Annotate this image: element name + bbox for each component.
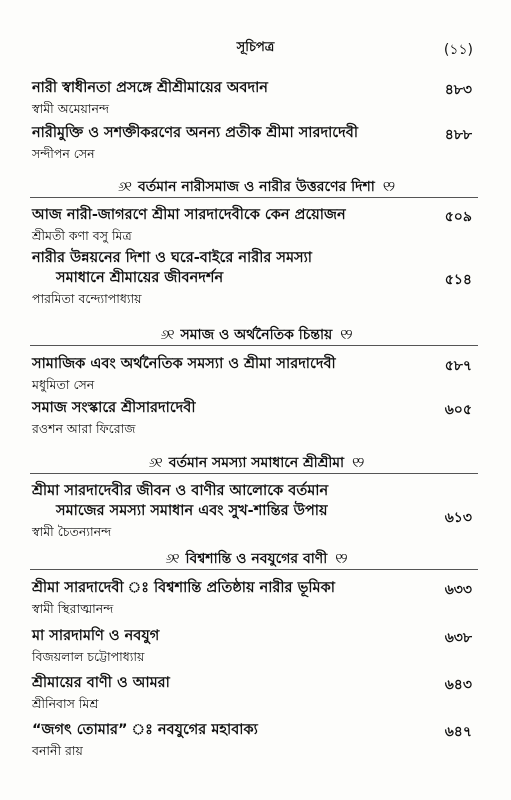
ornament-right-icon: ୧୨	[340, 327, 351, 343]
entry-page-number: ৫৮৭	[444, 358, 472, 374]
section-title: সমাজ ও অর্থনৈতিক চিন্তায়	[180, 327, 333, 343]
entry-author: রওশন আরা ফিরোজ	[32, 421, 136, 436]
entry-title-line: সমাধানে শ্রীমায়ের জীবনদর্শন	[56, 270, 224, 286]
section-divider	[30, 473, 478, 474]
entry-title: শ্রীমায়ের বাণী ও আমরা	[32, 675, 170, 691]
section-title: বর্তমান সমস্যা সমাধানে শ্রীশ্রীমা	[168, 455, 345, 471]
entry-title: “জগৎ তোমার” ঃ নবযুগের মহাবাক্য	[32, 722, 258, 738]
entry-title: শ্রীমা সারদাদেবী ঃ বিশ্বশান্তি প্রতিষ্ঠায় নারীর ভূমিকা	[32, 580, 335, 596]
page-header	[0, 38, 511, 58]
toc-entry[interactable]	[32, 78, 472, 118]
ornament-left-icon: ୬୧	[148, 455, 161, 471]
entry-title: নারী স্বাধীনতা প্রসঙ্গে শ্রীশ্রীমায়ের অবদান	[32, 80, 268, 96]
toc-entry[interactable]	[32, 481, 472, 541]
toc-entry[interactable]	[32, 248, 472, 308]
entry-title-line: নারীর উন্নয়নের দিশা ও ঘরে-বাইরে নারীর সমস্যা	[32, 250, 313, 266]
ornament-left-icon: ୬୧	[160, 327, 173, 343]
entry-page-number: ৬১৩	[444, 510, 472, 526]
entry-title	[32, 481, 412, 521]
entry-author: স্বামী চৈতন্যানন্দ	[32, 524, 112, 539]
section-heading	[0, 451, 511, 475]
ornament-right-icon: ୧୨	[335, 551, 346, 567]
entry-page-number: ৬০৫	[444, 402, 472, 418]
toc-entry[interactable]	[32, 578, 472, 618]
ornament-left-icon: ୬୧	[165, 551, 178, 567]
ornament-left-icon: ୬୧	[117, 179, 130, 195]
entry-author: স্বামী স্থিরাত্মানন্দ	[32, 601, 114, 616]
entry-author: শ্রীনিবাস মিশ্র	[32, 696, 99, 711]
entry-title: নারীমুক্তি ও সশক্তীকরণের অনন্য প্রতীক শ্রীমা সারদাদেবী	[32, 125, 358, 141]
entry-title-line: শ্রীমা সারদাদেবীর জীবন ও বাণীর আলোকে বর্তমান	[32, 483, 329, 499]
entry-author: বনানী রায়	[32, 743, 83, 758]
entry-page-number: ৬৩৩	[444, 582, 472, 598]
section-heading	[0, 323, 511, 347]
entry-title	[32, 248, 412, 288]
entry-author: সন্দীপন সেন	[32, 146, 95, 161]
entry-title-line: সমাজের সমস্যা সমাধান এবং সুখ-শান্তির উপায়	[56, 503, 328, 519]
entry-author: বিজয়লাল চট্টোপাধ্যায়	[32, 649, 145, 664]
entry-title: মা সারদামণি ও নবযুগ	[32, 628, 160, 644]
entry-title: আজ নারী-জাগরণে শ্রীমা সারদাদেবীকে কেন প্রয়োজন	[32, 207, 346, 223]
section-divider	[30, 345, 478, 346]
entry-author: পারমিতা বন্দ্যোপাধ্যায়	[32, 291, 142, 306]
entry-page-number: ৫০৯	[444, 209, 472, 225]
entry-title: সমাজ সংস্কারে শ্রীসারদাদেবী	[32, 400, 196, 416]
toc-entry[interactable]	[32, 205, 472, 245]
entry-author: মধুমিতা সেন	[32, 377, 95, 392]
section-title: বর্তমান নারীসমাজ ও নারীর উত্তরণের দিশা	[137, 179, 375, 195]
page-title: সূচিপত্র	[236, 40, 275, 55]
entry-page-number: ৫১৪	[444, 272, 472, 288]
ornament-right-icon: ୧୨	[352, 455, 363, 471]
toc-entry[interactable]	[32, 626, 472, 666]
section-title: বিশ্বশান্তি ও নবযুগের বাণী	[185, 551, 328, 567]
section-heading	[0, 175, 511, 199]
section-divider	[30, 569, 478, 570]
entry-author: স্বামী অমেয়ানন্দ	[32, 101, 109, 116]
entry-title: সামাজিক এবং অর্থনৈতিক সমস্যা ও শ্রীমা সারদাদেবী	[32, 356, 336, 372]
ornament-right-icon: ୧୨	[382, 179, 394, 195]
toc-entry[interactable]	[32, 354, 472, 394]
section-divider	[30, 197, 478, 198]
toc-entry[interactable]	[32, 123, 472, 163]
page-number: (১১)	[443, 42, 473, 58]
toc-entry[interactable]	[32, 720, 472, 760]
toc-entry[interactable]	[32, 673, 472, 713]
entry-page-number: ৬৪৭	[444, 724, 472, 740]
toc-entry[interactable]	[32, 398, 472, 438]
entry-author: শ্রীমতী কণা বসু মিত্র	[32, 228, 132, 243]
entry-page-number: ৬৩৮	[444, 630, 472, 646]
entry-page-number: ৪৮৮	[444, 127, 472, 143]
section-heading	[0, 547, 511, 571]
entry-page-number: ৬৪৩	[444, 677, 472, 693]
entry-page-number: ৪৮৩	[444, 82, 472, 98]
